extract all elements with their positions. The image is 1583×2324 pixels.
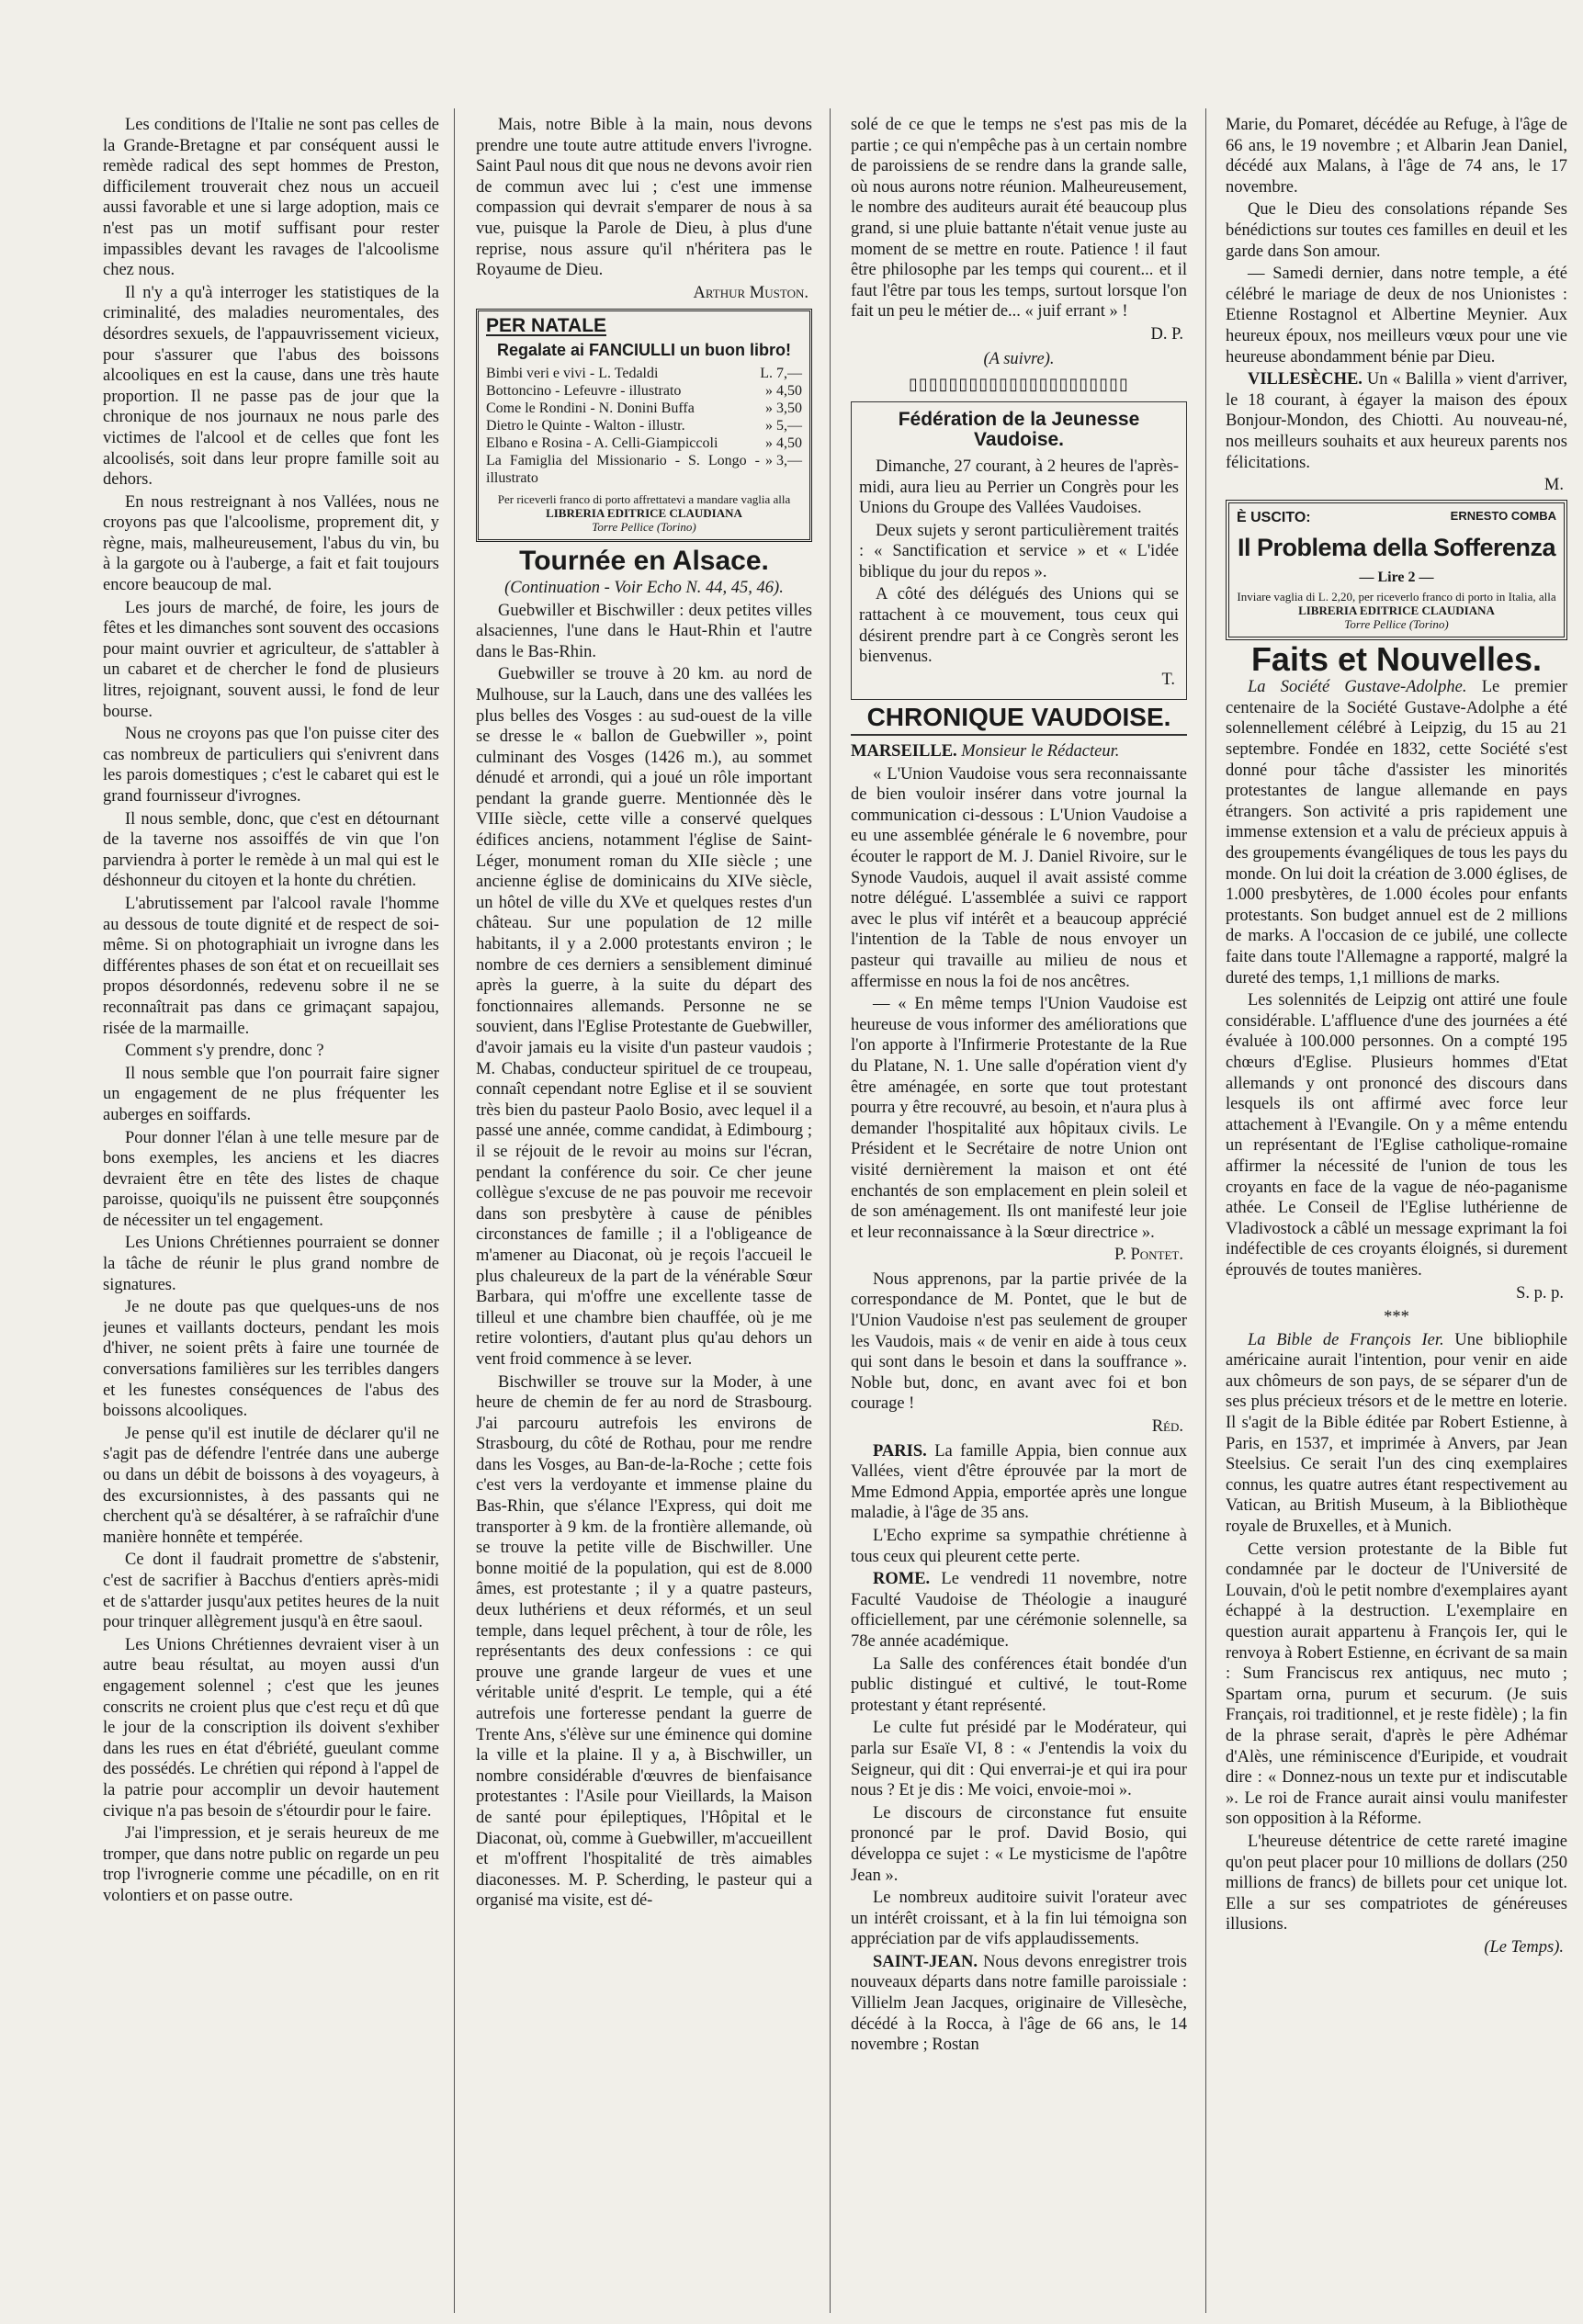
villeseche-text: Un « Balilla » vient d'arriver, le 18 courant, à égayer la maison des époux Bonjour-Mondon, des Chiotti. Au nouveau-né, nos meilleurs souhaits et aux heureux parents nos félicitations. bbox=[1226, 370, 1567, 472]
stjean-continuation: Marie, du Pomaret, décédée au Refuge, à l'âge de 66 ans, le 19 novembre ; et Albarin Jean Daniel, décédé aux Malans, à l'âge de 74 ans, le 17 novembre. bbox=[1226, 116, 1567, 197]
ad-subheading: Regalate ai FANCIULLI un buon libro! bbox=[496, 341, 791, 360]
federation-box bbox=[851, 401, 1187, 701]
marseille-paragraph: — « En même temps l'Union Vaudoise est heureuse de vous informer des améliorations que l'on apporte à l'Infirmerie Protestante de la Rue du Platane, N. 1. Une salle d'opération vient d'y être aménagée, en sorte que tout protestant pourra y être recouvré, au besoin, et n'aura plus à demander l'hospitalité aux hôpitaux civils. Le Président et le Secrétaire de notre Union ont visité dernièrement la maison et ont été enchantés de son emplacement en plein soleil et de son aménagement. Ils ont manifesté leur joie et leur reconnaissance à la Sœur directrice ». bbox=[851, 995, 1187, 1242]
ad2-author: ERNESTO COMBA bbox=[1450, 508, 1556, 523]
rome-heading: ROME. bbox=[873, 1570, 931, 1589]
book-title: Bottoncino - Lefeuvre - illustrato bbox=[486, 383, 682, 400]
book-title: Elbano e Rosina - A. Celli-Giampiccoli bbox=[486, 435, 718, 452]
marseille-heading: MARSEILLE. bbox=[851, 742, 957, 762]
column-1 bbox=[103, 115, 439, 2310]
column-4 bbox=[1226, 115, 1567, 2310]
book-title: Bimbi veri e vivi - L. Tedaldi bbox=[486, 366, 659, 382]
article-paragraph: Les conditions de l'Italie ne sont pas celles de la Grande-Bretagne et par conséquent aussi le remède radical des sept hommes de Preston, difficilement trouverait chez nous un accueil aussi favorable et une si large adoption, mais ce n'est pas un motif suffisant pour rester impassibles devant les ravages de l'alcoolisme chez nous. bbox=[103, 116, 439, 280]
federation-text bbox=[859, 457, 1179, 668]
rome-paragraph: La Salle des conférences était bondée d'un public distingué et cultivé, le tout-Rome protestant y étant représenté. bbox=[851, 1654, 1187, 1715]
author-signature: Arthur Muston. bbox=[693, 283, 808, 302]
bible-paragraph: L'heureuse détentrice de cette rareté imagine qu'on peut placer pour 10 millions de dollars (250 millions de francs) de billets pour cet unique lot. Elle a sur ses compatriotes de généreuses illusions. bbox=[1226, 1832, 1567, 1935]
article-paragraph: En nous restreignant à nos Vallées, nous ne croyons pas que l'alcoolisme, proprement dit, y règne, mais, malheureusement, l'abus du vin, bu à la gargote ou à l'auberge, a fait et fait toujours encore beaucoup de mal. bbox=[103, 492, 439, 595]
ad2-place: Torre Pellice (Torino) bbox=[1344, 616, 1449, 631]
paris-heading: PARIS. bbox=[873, 1441, 927, 1461]
book-price: » 3,50 bbox=[765, 400, 802, 417]
ad-book-item bbox=[486, 365, 802, 382]
paris-text: La famille Appia, bien connue aux Vallées, vient d'être éprouvée par la mort de Mme Edmond Appia, emportée après une longue maladie, à l'âge de 35 ans. bbox=[851, 1441, 1187, 1523]
column-rule bbox=[1205, 108, 1206, 2313]
gustave-first: Le premier centenaire de la Société Gustave-Adolphe a été solennellement célébré à Leipzig, du 15 au 21 septembre. Fondée en 1832, cette Société s'est donné pour tâche d'assister les minorités protestantes de langue allemande en pays étrangers. Son activité a pris rapidement une immense extension et a valu de précieux appuis à des groupements évangéliques de tous les pays du monde. On lui doit la création de 3.000 églises, de 1.000 presbytères, de 1.000 écoles pour enfants protestants. Son budget annuel est de 2 millions de marks. A l'occasion de ce jubilé, une collecte faite dans toute l'Allemagne a rapporté, malgré la dureté des temps, 1,1 millions de marks. bbox=[1226, 678, 1567, 987]
ad-heading: PER NATALE bbox=[486, 315, 607, 337]
ad-book-item bbox=[486, 417, 802, 434]
book-title: Come le Rondini - N. Donini Buffa bbox=[486, 400, 695, 417]
federation-title: Fédération de la Jeunesse Vaudoise. bbox=[898, 408, 1140, 451]
book-price: » 3,— bbox=[765, 453, 802, 469]
article-paragraph: Ce dont il faudrait promettre de s'abstenir, c'est de sacrifier à Bacchus d'entiers après-midi et de s'attarder jusqu'aux petites heures de la nuit pour trinquer allègrement jusqu'à en être saoul. bbox=[103, 1551, 439, 1632]
bible-signature: (Le Temps). bbox=[1484, 1937, 1564, 1957]
article-paragraph: Les Unions Chrétiennes pourraient se donner la tâche de réunir le plus grand nombre de signatures. bbox=[103, 1234, 439, 1294]
rome-paragraph: Le culte fut présidé par le Modérateur, qui parla sur Esaïe VI, 8 : « J'entendis la voix du Seigneur, qui dit : Qui enverrai-je et qui ira pour nous ? Et je dis : Me voici, envoie-moi ». bbox=[851, 1719, 1187, 1800]
book-price: L. 7,— bbox=[760, 366, 802, 382]
federation-paragraph: Deux sujets y seront particulièrement traités : « Sanctification et service » et « L'idée biblique du jour du repos ». bbox=[859, 521, 1179, 581]
gustave-signature: S. p. p. bbox=[1516, 1283, 1564, 1303]
villeseche-signature: M. bbox=[1543, 476, 1564, 495]
federation-paragraph: A côté des délégués des Unions qui se rattachent à ce mouvement, tous ceux qui désirent prendre part à ce Congrès seront les bienvenus. bbox=[859, 585, 1179, 667]
ad-book-item bbox=[486, 382, 802, 400]
villeseche-heading: VILLESÈCHE. bbox=[1248, 370, 1363, 389]
paris-echo: L'Echo exprime sa sympathie chrétienne à tous ceux qui pleurent cette perte. bbox=[851, 1527, 1187, 1566]
ad-publisher: LIBRERIA EDITRICE CLAUDIANA bbox=[546, 506, 742, 521]
tournee-article bbox=[476, 601, 812, 1912]
tournee-signature: D. P. bbox=[1150, 324, 1183, 344]
christmas-books-ad bbox=[476, 309, 812, 542]
marseille-text bbox=[851, 764, 1187, 1244]
suivre-note: (A suivre). bbox=[983, 349, 1055, 368]
article-paragraph: Comment s'y prendre, donc ? bbox=[125, 1042, 324, 1061]
article-paragraph: Pour donner l'élan à une telle mesure par de bons exemples, les anciens et les diacres devraient être en tête des listes de chaque paroisse, quoiqu'ils ne puissent être soupçonnés de nécessiter un tel engagement. bbox=[103, 1128, 439, 1230]
marseille-paragraph: « L'Union Vaudoise vous sera reconnaissante de bien vouloir insérer dans votre journal la communication ci-dessous : L'Union Vaudoise a eu une assemblée générale le 6 novembre, pour écouter le rapport de M. J. Daniel Rivoire, sur le Synode Vaudois, auquel il avait assisté comme notre délégué. L'assemblée a suivi ce rapport avec le plus vif intérêt et a beaucoup apprécié l'intention de la Table de nous envoyer un pasteur qui travaille au milieu de nous et affermisse en nous la foi de nos ancêtres. bbox=[851, 764, 1187, 991]
tournee-title: Tournée en Alsace. bbox=[519, 546, 769, 577]
article-paragraph: Guebwiller et Bischwiller : deux petites villes alsaciennes, l'une dans le Haut-Rhin et l'autre dans le Bas-Rhin. bbox=[476, 601, 812, 661]
ad2-publisher: LIBRERIA EDITRICE CLAUDIANA bbox=[1298, 603, 1495, 617]
marseille-salutation: Monsieur le Rédacteur. bbox=[961, 742, 1120, 762]
ad-book-item bbox=[486, 434, 802, 452]
column-rule bbox=[830, 108, 831, 2313]
pontet-paragraph: Nous apprenons, par la partie privée de la correspondance de M. Pontet, que le but de l'Union Vaudoise n'est pas seulement de grouper les Vaudois, mais « de venir en aide à tous ceux qui sont dans le besoin et dans la souffrance ». Noble but, donc, en avant avec foi et bon courage ! bbox=[851, 1269, 1187, 1414]
book-title: La Famiglia del Missionario - S. Longo - illustrato bbox=[486, 453, 760, 487]
column-rule bbox=[454, 108, 455, 2313]
article-paragraph: Il nous semble que l'on pourrait faire signer un engagement de ne plus fréquenter les auberges en soiffards. bbox=[103, 1064, 439, 1124]
article-paragraph: Je pense qu'il est inutile de déclarer qu'il ne s'agit pas de défendre l'entrée dans une auberge ou dans un débit de boissons à des voyageurs, à des excursionnistes, à des passants qui ne cherchent qu'à se désaltérer, à se rafraîchir d'une manière honnête et tempérée. bbox=[103, 1424, 439, 1547]
article-conclusion: Mais, notre Bible à la main, nous devons prendre une toute autre attitude envers l'ivrogne. Saint Paul nous dit que nous ne devons avoir rien de commun avec lui ; c'est une immense compassion qui devrait s'emparer de nous à sa vue, puisque la Parole de Dieu, à plus d'une reprise, nous assure qu'il n'héritera pas le Royaume de Dieu. bbox=[476, 116, 812, 280]
rome-paragraph: Le nombreux auditoire suivit l'orateur avec un intérêt croissant, et à la fin lui témoigna son appréciation par de vifs applaudissements. bbox=[851, 1889, 1187, 1949]
bible-first: Une bibliophile américaine aurait l'intention, pour venir en aide aux chômeurs de son pays, de se séparer d'un de ses plus précieux trésors et de le mettre en loterie. Il s'agit de la Bible éditée par Robert Estienne, à Paris, en 1537, et imprimée à Anvers, par Jean Steelsius. Ce serait l'un des cinq exemplaires connus, les quatre autres étant respectivement au Vatican, au British Museum, à la Bibliothèque royale de Bruxelles, et à Munich. bbox=[1226, 1330, 1567, 1537]
wedding-paragraph: — Samedi dernier, dans notre temple, a été célébré le mariage de deux de nos Unionistes : Etienne Rostagnol et Albertine Meynier. Aux heureux époux, nos meilleurs vœux pour une vie heureuse abondamment bénie par Dieu. bbox=[1226, 265, 1567, 367]
ad-place: Torre Pellice (Torino) bbox=[592, 520, 696, 535]
marseille-signature: P. Pontet. bbox=[1114, 1246, 1183, 1265]
article-paragraph: Bischwiller se trouve sur la Moder, à une heure de chemin de fer au nord de Strasbourg. J'ai parcouru autrefois les environs de Strasbourg, du côté de Rothau, pour me rendre dans les Vosges, au Ban-de-la-Roche ; cette fois c'est vers la verdoyante et immense plaine du Bas-Rhin, que s'élance l'Express, qui doit me transporter à 9 km. de la frontière allemande, où se trouve la petite ville de Bischwiller. Une bonne moitié de la population, qui est de 8.000 âmes, est protestante ; il y a quatre pasteurs, deux luthériens et deux réformés, et un seul temple, dans lequel prêchent, à tour de rôle, les représentants des deux confessions : ce qui prouve une grande largeur de vues et une véritable unité d'esprit. Le temple, qui a été autrefois une forteresse pendant la guerre de Trente Ans, s'élève sur une éminence qui domine la ville et la plaine. Il y a, à Bischwiller, un nombre considérable d'œuvres de bienfaisance protestantes : l'Asile pour Vieillards, la Maison de santé pour épileptiques, l'Hôpital et le Diaconat, où, comme à Guebwiller, m'accueillent et m'offrent l'hospitalité de très aimables diaconesses. M. P. Scherding, le pasteur qui a organisé ma visite, est dé- bbox=[476, 1372, 812, 1911]
federation-paragraph: Dimanche, 27 courant, à 2 heures de l'après-midi, aura lieu au Perrier un Congrès pour les Unions du Groupe des Vallées Vaudoises. bbox=[859, 457, 1179, 518]
article-paragraph: J'ai l'impression, et je serais heureux de me tromper, que dans notre public on regarde un peu trop l'ivrognerie comme une pécadille, on en rit volontiers et on passe outre. bbox=[103, 1824, 439, 1905]
federation-signature: T. bbox=[1161, 670, 1175, 689]
tournee-subtitle: (Continuation - Voir Echo N. 44, 45, 46). bbox=[504, 578, 784, 597]
ad2-price: — Lire 2 — bbox=[1359, 569, 1434, 585]
article-paragraph: Guebwiller se trouve à 20 km. au nord de Mulhouse, sur la Lauch, dans une des vallées les plus belles des Vosges : au sud-ouest de la ville se dresse le « ballon de Guebwiller », point culminant des Vosges (1426 m.), au sommet dénudé et arrondi, qui a joué un rôle important pendant la grande guerre. Mentionnée dès le VIIIe siècle, cette ville a conservé quelques édifices anciens, notamment l'église de Saint-Léger, monument roman du XIIe siècle ; une ancienne église de dominicains du XIVe siècle, un hôtel de ville du XVe et quelques restes d'un château. Sur une population de 12 mille habitants, il y a 2.000 protestants environ ; le nombre de ces derniers a sensiblement diminué après la guerre, à la suite du départ des fonctionnaires allemands. Personne ne se souvient, dans l'Eglise Protestante de Guebwiller, d'avoir jamais eu la visite d'un pasteur vaudois ; M. Chabas, conducteur spirituel de ce troupeau, connaît cependant notre Eglise et il se souvient très bien du pasteur Paolo Bosio, avec lequel il a passé une année, comme candidat, à Edimbourg ; il se réjouit de le revoir au moins sur l'écran, pendant la conférence du soir. Ce cher jeune collègue s'excuse de ne pas pouvoir me recevoir dans son presbytère à cause de pénibles circonstances de famille ; il a l'obligeance de m'amener au Diaconat, où je reçois l'accueil le plus chaleureux de la part de la vénérable Sœur Barbara, qui m'offre une excellente tasse de tilleul et une chambre bien chauffée, où je me retire volontiers, d'autant plus qu'au dehors un vent froid commence à se lever. bbox=[476, 665, 812, 1369]
book-price: » 4,50 bbox=[765, 435, 802, 452]
article-paragraph: Les jours de marché, de foire, les jours de fêtes et les dimanches sont souvent des occasions pour maint ouvrier et agriculteur, de s'attabler à un cabaret et de chercher le fond de plusieurs litres, rejoignant, souvent aussi, le fond de leur bourse. bbox=[103, 598, 439, 721]
article-paragraph: Il n'y a qu'à interroger les statistiques de la criminalité, des maladies neuromentales, des désordres sexuels, de l'appauvrissement vicieux, pour s'assurer que l'abus des boissons alcooliques en est la cause, dans une très haute proportion. Il ne passe pas de jour que la chronique de nos journaux ne nous parle des victimes de l'alcool et de celles que font les alcoolisés, soit dans leur propre famille soit au dehors. bbox=[103, 283, 439, 490]
stjean-heading: SAINT-JEAN. bbox=[873, 1952, 978, 1971]
rome-first: Le vendredi 11 novembre, notre Faculté Vaudoise de Théologie a inauguré officiellement, par une cérémonie solennelle, sa 78e année académique. bbox=[851, 1570, 1187, 1651]
ad-book-item bbox=[486, 452, 802, 487]
alcoholism-article bbox=[103, 115, 439, 1906]
ad-book-item bbox=[486, 400, 802, 417]
gustave-heading: La Société Gustave-Adolphe. bbox=[1248, 678, 1467, 697]
bible-paragraph: Cette version protestante de la Bible fut condamnée par le docteur de l'Université de Louvain, d'où le petit nombre d'exemplaires ayant échappé à la destruction. L'exemplaire en question aurait appartenu à François Ier, qui le renvoya à Robert Estienne, en écrivant de sa main : Sum Franciscus rex antiquus, nec muto ; Spartam orna, purum et securum. (Je suis Français, roi traditionnel, et je reste fidèle) ; la fin de la phrase serait, d'après le père Adhémar d'Alès, une réminiscence d'Euripide, et voudrait dire : « Donnez-nous un texte pur et indiscutable ». Le roi de France aurait ainsi voulu manifester son opposition à la Réforme. bbox=[1226, 1540, 1567, 1829]
condolence-paragraph: Que le Dieu des consolations répande Ses bénédictions sur toutes ces familles en deuil et les garde dans Son amour. bbox=[1226, 200, 1567, 261]
column-3 bbox=[851, 115, 1187, 2310]
ornament-divider: ▯▯▯▯▯▯▯▯▯▯▯▯▯▯▯▯▯▯▯▯▯▯ bbox=[909, 375, 1129, 395]
column-2 bbox=[476, 115, 812, 2310]
stjean-text: Nous devons enregistrer trois nouveaux départs dans notre famille paroissiale : Villielm Jean Jacques, originaire de Villesèche, décédé à la Rocca, à l'âge de 66 ans, le 14 novembre ; Rostan bbox=[851, 1952, 1187, 2055]
title-rule bbox=[851, 734, 1187, 736]
article-paragraph: Je ne doute pas que quelques-uns de nos jeunes et vaillants docteurs, pendant les mois d'hiver, ne soient prêts à faire une tournée de conversations familières sur les terribles dangers et les funestes conséquences de l'abus des boissons alcooliques. bbox=[103, 1298, 439, 1421]
ad2-title: Il Problema della Sofferenza bbox=[1237, 533, 1556, 561]
rome-paragraph: Le discours de circonstance fut ensuite prononcé par le prof. David Bosio, qui développa ce sujet : « Le mysticisme de l'apôtre Jean ». bbox=[851, 1803, 1187, 1885]
ad-note: Per riceverli franco di porto affrettatevi a mandare vaglia alla bbox=[497, 492, 791, 507]
article-paragraph: Nous ne croyons pas que l'on puisse citer des cas nombreux de particuliers qui s'enivrent dans les parois domestiques ; c'est le cabaret qui est le grand fournisseur d'ivrognes. bbox=[103, 725, 439, 806]
faits-title: Faits et Nouvelles. bbox=[1250, 639, 1543, 678]
bible-heading: La Bible de François Ier. bbox=[1248, 1330, 1444, 1349]
stars-divider: *** bbox=[1384, 1308, 1409, 1327]
sofferenza-ad bbox=[1226, 500, 1567, 640]
gustave-paragraph: Les solennités de Leipzig ont attiré une foule considérable. L'affluence d'une des journées a été évaluée à 100.000 personnes. On a compté 195 chœurs d'Eglise. Plusieurs hommes d'Etat allemands y ont prononcé des discours dans lesquels ils ont affirmé avec force leur attachement à l'Evangile. On y a même entendu un représentant de l'Eglise catholique-romaine affirmer la nécessité de l'union de tous les croyants en face de la vague de néo-paganisme athée. Le Conseil de l'Eglise luthérienne de Vladivostock a câblé un message exprimant la foi indéfectible de ces croyants éloignés, si durement éprouvés de toutes manières. bbox=[1226, 991, 1567, 1280]
article-paragraph: Il nous semble, donc, que c'est en détournant de la taverne nos assoiffés de vin que l'on parviendra à porter le remède à un mal qui est le déshonneur du citoyen et la honte du chrétien. bbox=[103, 809, 439, 891]
redaction-signature: Réd. bbox=[1151, 1417, 1183, 1437]
ad-book-list bbox=[486, 365, 802, 487]
ad2-label: È USCITO: bbox=[1237, 509, 1311, 525]
ad2-note: Inviare vaglia di L. 2,20, per riceverlo franco di porto in Italia, alla bbox=[1237, 589, 1556, 604]
book-price: » 5,— bbox=[765, 418, 802, 434]
article-paragraph: L'abrutissement par l'alcool ravale l'homme au dessous de toute dignité et de respect de soi-même. Si on photographiait un ivrogne dans les différentes phases de son état et on recueillait ses propos désordonnés, redevenu sobre il ne se reconnaîtrait pas dans ce grimaçant sapajou, risée de la marmaille. bbox=[103, 894, 439, 1038]
article-paragraph: Les Unions Chrétiennes devraient viser à un autre beau résultat, au moyen aussi d'un engagement solennel ; c'est que les jeunes conscrits ne croient plus que c'est reçu et dû que le jour de la conscription ils doivent s'exhiber dans les rues en état d'ébriété, gueulant comme des possédés. Le chrétien qui répond à l'appel de la patrie pour accomplir un devoir hautement civique n'a pas besoin de s'étourdir pour le faire. bbox=[103, 1635, 439, 1821]
chronique-title: CHRONIQUE VAUDOISE. bbox=[866, 703, 1171, 732]
book-title: Dietro le Quinte - Walton - illustr. bbox=[486, 418, 685, 434]
book-price: » 4,50 bbox=[765, 383, 802, 400]
tournee-continuation: solé de ce que le temps ne s'est pas mis de la partie ; ce qui n'empêche pas à un certain nombre de paroissiens de se rendre dans la grande salle, où nous aurons notre réunion. Malheureusement, le nombre des auditeurs aurait été beaucoup plus grand, si une pluie battante n'était venue juste au moment de se mettre en route. Patience ! il faut être philosophe par les temps qui courent... et il faut l'être par tous les temps, surtout lorsque l'on fait un peu le métier de... « juif errant » ! bbox=[851, 116, 1187, 322]
